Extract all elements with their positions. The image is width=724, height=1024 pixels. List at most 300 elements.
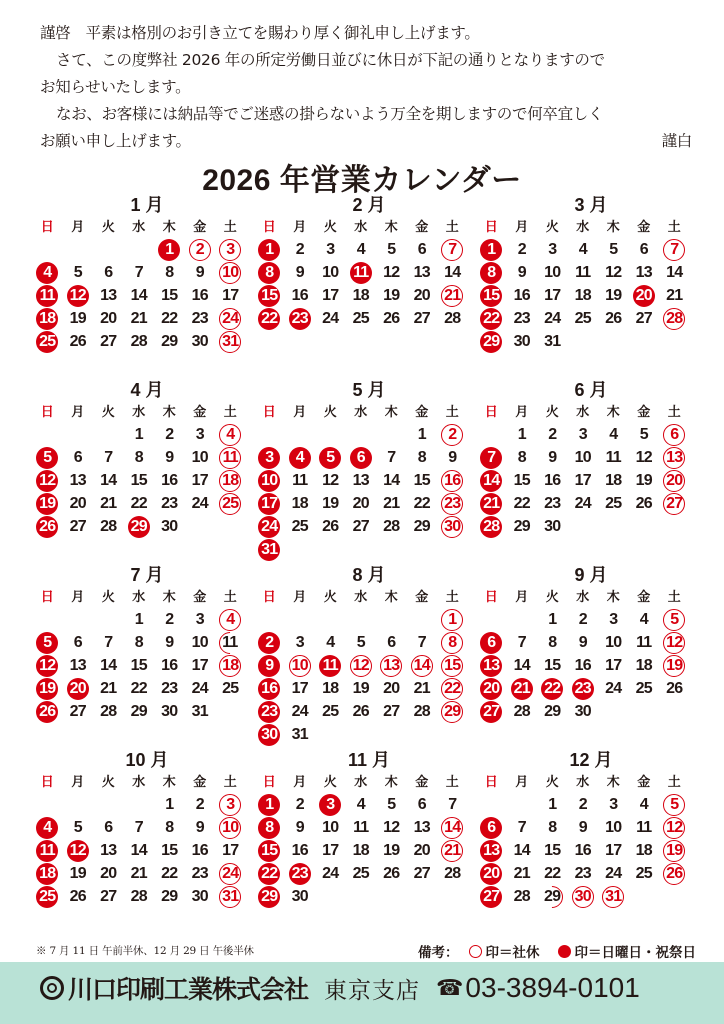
- weekday-label: 土: [445, 590, 459, 605]
- day-cell: 29: [161, 888, 178, 905]
- day-cell-sunday-holiday: 17: [254, 492, 285, 515]
- day-cell: 19: [383, 287, 400, 304]
- day-cell-company-holiday: 19: [659, 839, 690, 862]
- day-cell-sunday-holiday: 8: [254, 816, 285, 839]
- letter-line-2: さて、この度弊社 2026 年の所定労働日並びに休日が下記の通りとなりますので: [56, 51, 605, 69]
- day-cell: 6: [73, 449, 82, 466]
- day-cell: 18: [574, 287, 591, 304]
- weekday-label: 土: [445, 775, 459, 790]
- day-cell-company-holiday: 14: [437, 816, 468, 839]
- day-cell: 4: [609, 426, 618, 443]
- day-cell: 25: [291, 518, 308, 535]
- weekday-label: 土: [223, 405, 237, 420]
- day-cell: 24: [191, 495, 208, 512]
- day-cell-sunday-holiday: 20: [63, 677, 94, 700]
- weekday-label: 土: [667, 775, 681, 790]
- empty-cell: [93, 793, 124, 816]
- day-cell: 28: [130, 888, 147, 905]
- day-cell-sunday-holiday: 29: [476, 330, 507, 353]
- day-cell-sunday-holiday: 1: [254, 238, 285, 261]
- day-cell: 28: [130, 333, 147, 350]
- day-cell: 14: [666, 264, 683, 281]
- day-cell: 28: [383, 518, 400, 535]
- day-cell: 8: [548, 634, 557, 651]
- day-cell: 17: [322, 287, 339, 304]
- weekday-label: 月: [293, 590, 307, 605]
- day-cell: 26: [69, 333, 86, 350]
- weekday-label: 火: [545, 220, 559, 235]
- day-cell-sunday-holiday: 20: [476, 862, 507, 885]
- weekday-label: 木: [162, 220, 176, 235]
- day-cell-company-holiday: 12: [659, 631, 690, 654]
- weekday-label: 木: [384, 405, 398, 420]
- empty-cell: [285, 423, 316, 446]
- day-cell: 17: [574, 472, 591, 489]
- day-grid: [254, 608, 474, 746]
- day-cell: 23: [513, 310, 530, 327]
- weekday-label: 金: [415, 775, 429, 790]
- day-cell: 15: [130, 472, 147, 489]
- phone-text: 03-3894-0101: [465, 972, 640, 1003]
- day-cell: 5: [609, 241, 618, 258]
- day-cell-company-holiday: 25: [215, 492, 246, 515]
- day-cell-sunday-holiday: 23: [254, 700, 285, 723]
- day-cell-company-holiday: 30: [437, 515, 468, 538]
- day-cell-sunday-holiday: 5: [32, 446, 63, 469]
- empty-cell: [93, 423, 124, 446]
- weekday-label: 日: [40, 405, 54, 420]
- day-cell: 28: [513, 703, 530, 720]
- legend-label: 備考：: [418, 945, 459, 961]
- day-cell: 21: [130, 310, 147, 327]
- day-cell-sunday-holiday: 3: [254, 446, 285, 469]
- day-cell: 21: [513, 865, 530, 882]
- weekday-label: 月: [515, 590, 529, 605]
- weekday-label: 木: [606, 405, 620, 420]
- day-cell-sunday-holiday: 12: [32, 469, 63, 492]
- day-cell: 23: [544, 495, 561, 512]
- day-cell: 23: [574, 865, 591, 882]
- month-5: [254, 379, 474, 564]
- empty-cell: [476, 608, 507, 631]
- day-cell: 7: [134, 819, 143, 836]
- day-cell-company-holiday: 31: [215, 330, 246, 353]
- day-cell: 30: [161, 518, 178, 535]
- month-3: [476, 194, 696, 379]
- day-cell: 16: [574, 842, 591, 859]
- day-cell: 16: [161, 657, 178, 674]
- weekday-label: 木: [606, 220, 620, 235]
- weekday-label: 水: [132, 405, 146, 420]
- weekday-header: [254, 401, 474, 423]
- day-cell: 25: [352, 865, 369, 882]
- day-cell: 2: [578, 611, 587, 628]
- day-cell: 24: [605, 865, 622, 882]
- day-cell: 4: [639, 611, 648, 628]
- company-footer: [0, 962, 724, 1024]
- weekday-label: 月: [515, 405, 529, 420]
- day-cell: 16: [574, 657, 591, 674]
- open-circle-icon: [469, 945, 482, 958]
- day-cell: 21: [383, 495, 400, 512]
- day-cell: 9: [165, 634, 174, 651]
- empty-cell: [507, 793, 538, 816]
- day-cell: 12: [383, 819, 400, 836]
- day-cell: 6: [104, 264, 113, 281]
- day-cell: 26: [352, 703, 369, 720]
- weekday-label: 土: [223, 775, 237, 790]
- day-cell: 11: [353, 819, 369, 836]
- day-cell: 20: [413, 287, 430, 304]
- day-cell: 7: [104, 634, 113, 651]
- notes-row: [36, 941, 696, 963]
- telephone-icon: ☎: [436, 975, 464, 1000]
- weekday-label: 金: [193, 590, 207, 605]
- day-cell-sunday-holiday: 11: [32, 284, 63, 307]
- weekday-header: [32, 216, 252, 238]
- weekday-label: 火: [545, 775, 559, 790]
- day-cell: 13: [100, 842, 117, 859]
- day-cell-sunday-holiday: 25: [32, 885, 63, 908]
- day-cell: 6: [417, 796, 426, 813]
- day-cell: 1: [517, 426, 526, 443]
- day-cell: 26: [322, 518, 339, 535]
- day-cell-sunday-holiday: 6: [476, 816, 507, 839]
- day-cell: 3: [548, 241, 557, 258]
- day-cell-sunday-holiday: 6: [346, 446, 377, 469]
- day-grid: [254, 793, 474, 908]
- legend-company-holiday: 印＝社休: [485, 945, 540, 961]
- month-title: 10 月: [125, 750, 169, 770]
- day-cell: 14: [513, 657, 530, 674]
- weekday-label: 土: [223, 590, 237, 605]
- weekday-label: 水: [354, 220, 368, 235]
- legend-sunday-holiday: 印＝日曜日・祝祭日: [574, 945, 696, 961]
- day-cell: 10: [322, 264, 339, 281]
- day-cell-sunday-holiday: 3: [315, 793, 346, 816]
- day-cell: 9: [295, 264, 304, 281]
- day-cell: 9: [448, 449, 457, 466]
- day-cell: 14: [383, 472, 400, 489]
- month-title: 8 月: [352, 565, 386, 585]
- day-cell-sunday-holiday: 4: [32, 816, 63, 839]
- day-cell: 25: [222, 680, 239, 697]
- day-cell: 11: [575, 264, 591, 281]
- day-cell-sunday-holiday: 8: [254, 261, 285, 284]
- day-cell-sunday-holiday: 10: [254, 469, 285, 492]
- day-cell-company-holiday: 30: [568, 885, 599, 908]
- day-cell: 25: [605, 495, 622, 512]
- month-title: 3 月: [574, 195, 608, 215]
- empty-cell: [315, 608, 346, 631]
- day-cell: 20: [413, 842, 430, 859]
- day-cell: 2: [195, 796, 204, 813]
- day-cell-sunday-holiday: 5: [32, 631, 63, 654]
- legend: [418, 941, 696, 961]
- day-cell: 14: [100, 657, 117, 674]
- day-cell: 22: [161, 865, 178, 882]
- day-cell: 30: [191, 333, 208, 350]
- day-cell: 9: [548, 449, 557, 466]
- day-cell-company-holiday: 24: [215, 307, 246, 330]
- day-cell-sunday-holiday: 23: [568, 677, 599, 700]
- day-cell: 30: [513, 333, 530, 350]
- day-cell: 26: [605, 310, 622, 327]
- weekday-label: 水: [354, 590, 368, 605]
- month-1: [32, 194, 252, 379]
- day-cell-sunday-holiday: 25: [32, 330, 63, 353]
- day-cell-sunday-holiday: 22: [254, 862, 285, 885]
- day-cell-sunday-holiday: 1: [154, 238, 185, 261]
- weekday-label: 金: [637, 220, 651, 235]
- empty-cell: [63, 793, 94, 816]
- weekday-label: 金: [415, 590, 429, 605]
- weekday-label: 土: [667, 590, 681, 605]
- day-grid: [254, 423, 474, 561]
- day-cell: 13: [635, 264, 652, 281]
- day-cell: 12: [635, 449, 652, 466]
- day-cell: 2: [165, 611, 174, 628]
- day-grid: [254, 238, 474, 330]
- day-cell: 28: [413, 703, 430, 720]
- day-cell: 19: [69, 865, 86, 882]
- day-cell-sunday-holiday: 24: [254, 515, 285, 538]
- day-cell: 11: [292, 472, 308, 489]
- branch-name: 東京支店: [324, 977, 421, 1004]
- phone-number: [436, 972, 640, 1004]
- month-title: 1 月: [130, 195, 164, 215]
- weekday-label: 水: [576, 590, 590, 605]
- empty-cell: [32, 608, 63, 631]
- weekday-label: 水: [132, 220, 146, 235]
- weekday-header: [32, 586, 252, 608]
- day-cell-company-holiday: 10: [215, 261, 246, 284]
- weekday-label: 木: [384, 220, 398, 235]
- day-cell-sunday-holiday: 30: [254, 723, 285, 746]
- day-cell: 23: [191, 310, 208, 327]
- month-9: [476, 564, 696, 749]
- weekday-label: 水: [576, 220, 590, 235]
- day-cell: 14: [130, 287, 147, 304]
- weekday-label: 金: [637, 590, 651, 605]
- day-cell: 1: [548, 796, 557, 813]
- day-cell: 11: [605, 449, 621, 466]
- month-title: 5 月: [352, 380, 386, 400]
- day-cell-company-holiday: 12: [659, 816, 690, 839]
- day-cell: 24: [544, 310, 561, 327]
- day-cell: 19: [322, 495, 339, 512]
- day-cell: 24: [574, 495, 591, 512]
- weekday-label: 水: [132, 775, 146, 790]
- day-cell: 1: [134, 611, 143, 628]
- day-cell: 25: [635, 680, 652, 697]
- empty-cell: [93, 608, 124, 631]
- weekday-label: 金: [415, 405, 429, 420]
- day-cell: 4: [578, 241, 587, 258]
- day-cell-company-holiday: 7: [437, 238, 468, 261]
- day-cell: 17: [291, 680, 308, 697]
- day-cell: 27: [69, 703, 86, 720]
- empty-cell: [346, 608, 377, 631]
- day-cell: 19: [352, 680, 369, 697]
- day-cell: 19: [383, 842, 400, 859]
- day-cell: 3: [326, 241, 335, 258]
- day-cell: 4: [326, 634, 335, 651]
- day-cell: 10: [605, 634, 622, 651]
- day-cell-sunday-holiday: 13: [476, 839, 507, 862]
- day-cell: 15: [161, 842, 178, 859]
- weekday-label: 火: [323, 590, 337, 605]
- day-cell-sunday-holiday: 1: [254, 793, 285, 816]
- month-12: [476, 749, 696, 934]
- day-cell-company-holiday: 13: [659, 446, 690, 469]
- day-cell: 8: [417, 449, 426, 466]
- day-cell: 3: [295, 634, 304, 651]
- day-cell-sunday-holiday: 4: [32, 261, 63, 284]
- day-cell-sunday-holiday: 26: [32, 515, 63, 538]
- weekday-label: 土: [223, 220, 237, 235]
- day-cell: 10: [191, 449, 208, 466]
- day-cell: 16: [191, 287, 208, 304]
- day-cell-company-holiday: 10: [215, 816, 246, 839]
- day-grid: [476, 423, 696, 538]
- weekday-label: 月: [515, 220, 529, 235]
- day-cell: 28: [100, 703, 117, 720]
- empty-cell: [346, 423, 377, 446]
- day-cell: 24: [291, 703, 308, 720]
- weekday-label: 火: [101, 590, 115, 605]
- day-cell-company-holiday: 2: [437, 423, 468, 446]
- day-cell-company-holiday: 6: [659, 423, 690, 446]
- day-cell: 4: [639, 796, 648, 813]
- day-cell: 2: [165, 426, 174, 443]
- day-cell-company-holiday: 23: [437, 492, 468, 515]
- day-cell: 27: [413, 865, 430, 882]
- day-cell: 5: [639, 426, 648, 443]
- day-cell-company-holiday: 18: [215, 654, 246, 677]
- day-cell: 30: [544, 518, 561, 535]
- weekday-header: [254, 216, 474, 238]
- weekday-label: 金: [193, 775, 207, 790]
- day-cell: 7: [517, 819, 526, 836]
- day-cell: 9: [195, 819, 204, 836]
- weekday-label: 日: [262, 775, 276, 790]
- day-cell-company-holiday: 7: [659, 238, 690, 261]
- day-grid: [32, 238, 252, 353]
- weekday-label: 日: [40, 775, 54, 790]
- weekday-label: 金: [193, 220, 207, 235]
- day-cell: 30: [191, 888, 208, 905]
- day-cell: 26: [666, 680, 683, 697]
- day-cell-company-holiday: 13: [376, 654, 407, 677]
- weekday-label: 木: [162, 590, 176, 605]
- day-cell-company-holiday: 11: [215, 446, 246, 469]
- day-cell: 5: [387, 796, 396, 813]
- weekday-label: 火: [545, 405, 559, 420]
- day-cell-company-holiday: 31: [598, 885, 629, 908]
- day-cell-company-holiday: 5: [659, 793, 690, 816]
- day-cell: 7: [517, 634, 526, 651]
- empty-cell: [376, 608, 407, 631]
- day-cell-sunday-holiday: 12: [63, 839, 94, 862]
- company-logo-icon: [40, 976, 64, 1000]
- day-cell-company-holiday: 19: [659, 654, 690, 677]
- day-cell-company-holiday: 3: [215, 238, 246, 261]
- day-cell-company-holiday: 3: [215, 793, 246, 816]
- day-cell: 30: [291, 888, 308, 905]
- day-cell-company-holiday: 4: [215, 608, 246, 631]
- empty-cell: [315, 423, 346, 446]
- day-cell: 18: [352, 287, 369, 304]
- day-cell-sunday-holiday: 12: [63, 284, 94, 307]
- day-cell: 8: [548, 819, 557, 836]
- weekday-label: 土: [445, 405, 459, 420]
- day-cell: 16: [191, 842, 208, 859]
- day-cell: 26: [383, 310, 400, 327]
- empty-cell: [124, 793, 155, 816]
- day-cell: 17: [222, 842, 239, 859]
- day-grid: [476, 793, 696, 908]
- weekday-label: 木: [606, 775, 620, 790]
- day-cell-company-holiday: 16: [437, 469, 468, 492]
- day-cell: 4: [356, 241, 365, 258]
- empty-cell: [285, 608, 316, 631]
- day-cell: 18: [322, 680, 339, 697]
- weekday-label: 火: [323, 220, 337, 235]
- day-cell: 29: [161, 333, 178, 350]
- day-cell-sunday-holiday: 20: [629, 284, 660, 307]
- day-cell: 19: [605, 287, 622, 304]
- day-cell: 11: [636, 634, 652, 651]
- day-cell: 8: [165, 264, 174, 281]
- day-cell: 17: [605, 657, 622, 674]
- day-cell: 27: [635, 310, 652, 327]
- day-grid: [476, 608, 696, 723]
- day-cell: 22: [513, 495, 530, 512]
- letter-line-1: 謹啓 平素は格別のお引き立てを賜わり厚く御礼申し上げます。: [40, 24, 480, 42]
- day-cell: 17: [544, 287, 561, 304]
- empty-cell: [254, 423, 285, 446]
- day-cell-sunday-holiday: 26: [32, 700, 63, 723]
- day-cell: 17: [605, 842, 622, 859]
- weekday-label: 水: [576, 775, 590, 790]
- day-cell: 25: [352, 310, 369, 327]
- day-cell: 7: [448, 796, 457, 813]
- day-cell-sunday-holiday: 1: [476, 238, 507, 261]
- day-grid: [476, 238, 696, 353]
- day-cell: 28: [444, 865, 461, 882]
- day-cell-sunday-holiday: 19: [32, 492, 63, 515]
- weekday-label: 火: [101, 405, 115, 420]
- day-cell-sunday-holiday: 7: [476, 446, 507, 469]
- weekday-header: [476, 401, 696, 423]
- weekday-label: 月: [71, 775, 85, 790]
- day-cell: 25: [635, 865, 652, 882]
- day-cell: 2: [295, 241, 304, 258]
- day-cell: 8: [134, 634, 143, 651]
- day-cell: 23: [191, 865, 208, 882]
- day-cell: 9: [578, 634, 587, 651]
- day-grid: [32, 793, 252, 908]
- calendar-title: 2026 年営業カレンダー: [202, 164, 522, 197]
- day-cell-company-holiday: 29: [437, 700, 468, 723]
- day-cell-sunday-holiday: 23: [285, 307, 316, 330]
- empty-cell: [63, 423, 94, 446]
- day-cell: 16: [513, 287, 530, 304]
- month-title: 7 月: [130, 565, 164, 585]
- day-cell: 27: [100, 888, 117, 905]
- weekday-label: 水: [132, 590, 146, 605]
